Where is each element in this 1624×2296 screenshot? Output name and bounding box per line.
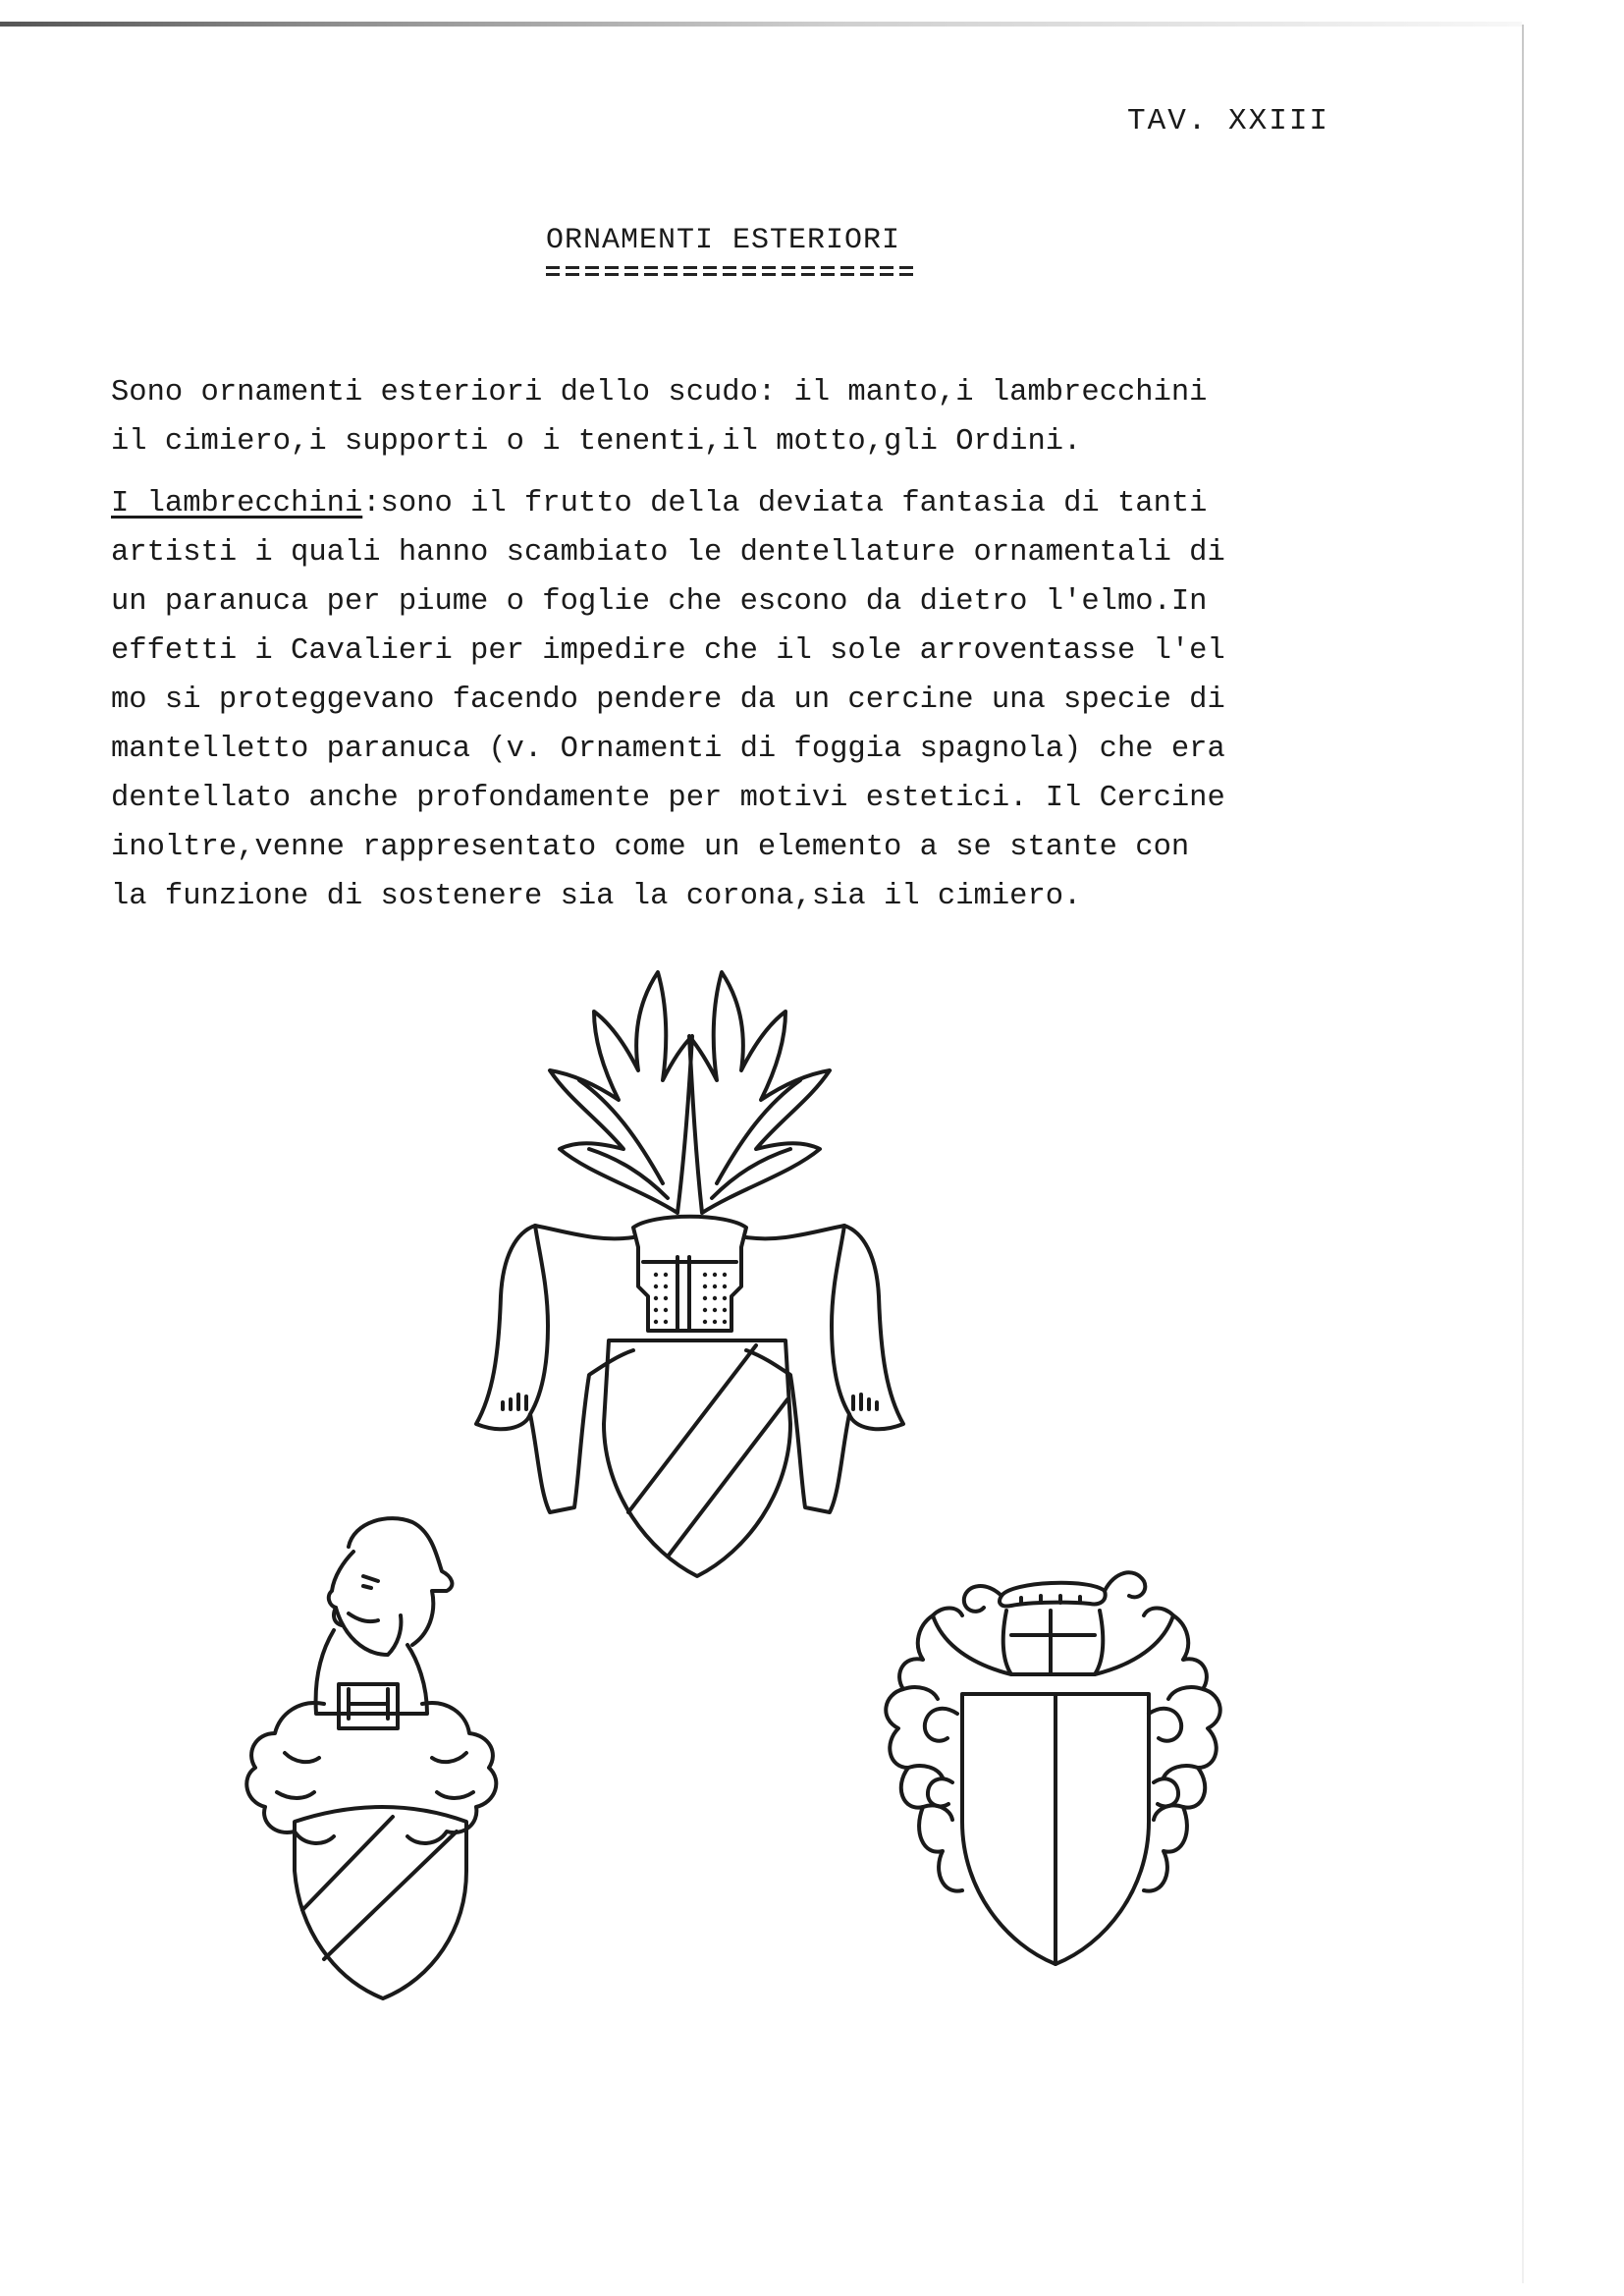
lambrecchini-term: I lambrecchini — [111, 487, 363, 520]
body-line: inoltre,venne rappresentato come un elemento a se stante con — [111, 831, 1190, 864]
lambrecchini-paragraph — [111, 479, 1225, 921]
page-title: ORNAMENTI ESTERIORI — [546, 224, 901, 257]
body-line: artisti i quali hanno scambiato le dentellature ornamentali di — [111, 536, 1225, 570]
intro-line: il cimiero,i supporti o i tenenti,il motto,gli Ordini. — [111, 425, 1082, 459]
helmet-with-feather-crest-and-mantling-icon — [432, 962, 943, 1581]
scan-edge-right — [1522, 25, 1524, 2283]
body-line: mo si proteggevano facendo pendere da un cercine una specie di — [111, 683, 1225, 717]
plate-number: TAV. XXIII — [1127, 104, 1330, 138]
body-line: effetti i Cavalieri per impedire che il sole arroventasse l'el — [111, 634, 1225, 668]
foliate-mantling-illustration — [864, 1566, 1257, 1998]
scan-edge-top — [0, 22, 1522, 27]
body-line: dentellato anche profondamente per motivi estetici. Il Cercine — [111, 782, 1225, 815]
body-line: mantelletto paranuca (v. Ornamenti di foggia spagnola) che era — [111, 733, 1225, 766]
bearded-bust-crest-shield-icon — [216, 1507, 569, 2008]
body-line: un paranuca per piume o foglie che escono da dietro l'elmo.In — [111, 585, 1208, 619]
helmet-crest-illustration — [432, 962, 943, 1581]
bust-crest-illustration — [216, 1507, 569, 2008]
foliate-mantling-parted-shield-icon — [864, 1566, 1257, 1998]
intro-line: Sono ornamenti esteriori dello scudo: il manto,i lambrecchini — [111, 376, 1208, 410]
body-line: :sono il frutto della deviata fantasia di tanti — [362, 487, 1208, 520]
title-double-rule — [546, 266, 915, 278]
body-line: la funzione di sostenere sia la corona,sia il cimiero. — [111, 880, 1082, 913]
intro-paragraph — [111, 368, 1207, 466]
